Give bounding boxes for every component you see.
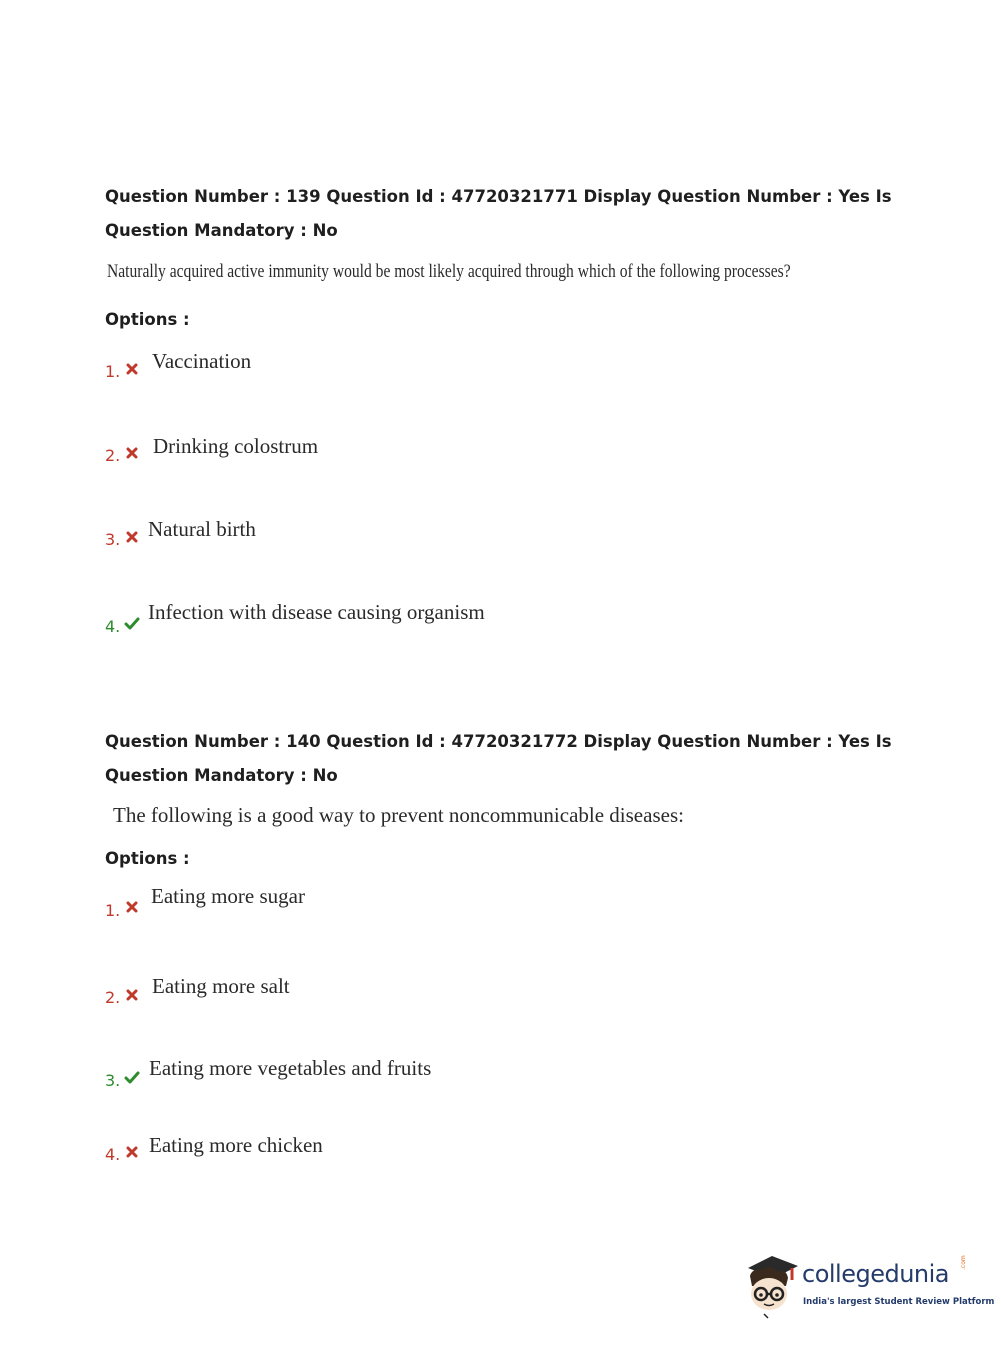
logo-tagline: India's largest Student Review Platform: [803, 1297, 995, 1307]
mascot-icon: [742, 1250, 802, 1320]
question-text: The following is a good way to prevent noncommunicable diseases:: [113, 803, 684, 827]
option-number: 1.: [105, 901, 121, 920]
logo-suffix: .com: [960, 1255, 967, 1270]
option-text: Eating more chicken: [149, 1133, 323, 1157]
question-text: Naturally acquired active immunity would be most likely acquired through which of the following processes?: [107, 261, 791, 282]
cross-icon: [125, 1145, 139, 1159]
cross-icon: [125, 362, 139, 376]
cross-icon: [125, 900, 139, 914]
option-number: 3.: [105, 1071, 121, 1090]
option-number: 2.: [105, 988, 121, 1007]
collegedunia-logo: [742, 1250, 995, 1320]
option-number: 4.: [105, 617, 121, 636]
option-text: Drinking colostrum: [153, 434, 319, 458]
check-icon: [124, 617, 140, 631]
options-label: Options :: [105, 849, 190, 868]
option-text: Natural birth: [148, 517, 256, 541]
option-text: Infection with disease causing organism: [148, 600, 485, 624]
option-text: Vaccination: [152, 349, 252, 373]
check-icon: [124, 1071, 140, 1085]
option-text: Eating more salt: [152, 974, 290, 998]
option-text: Eating more sugar: [151, 884, 305, 908]
option-number: 1.: [105, 362, 121, 381]
option-text: Eating more vegetables and fruits: [149, 1056, 432, 1080]
question-header: Question Number : 139 Question Id : 47720321771 Display Question Number : Yes Is Question Mandatory : No: [105, 187, 892, 240]
logo-wordmark: collegedunia: [802, 1260, 950, 1288]
option-number: 2.: [105, 446, 121, 465]
question-header: Question Number : 140 Question Id : 47720321772 Display Question Number : Yes Is Question Mandatory : No: [105, 732, 892, 785]
option-number: 4.: [105, 1145, 121, 1164]
cross-icon: [125, 988, 139, 1002]
options-label: Options :: [105, 310, 190, 329]
cross-icon: [125, 446, 139, 460]
cross-icon: [125, 530, 139, 544]
option-number: 3.: [105, 530, 121, 549]
